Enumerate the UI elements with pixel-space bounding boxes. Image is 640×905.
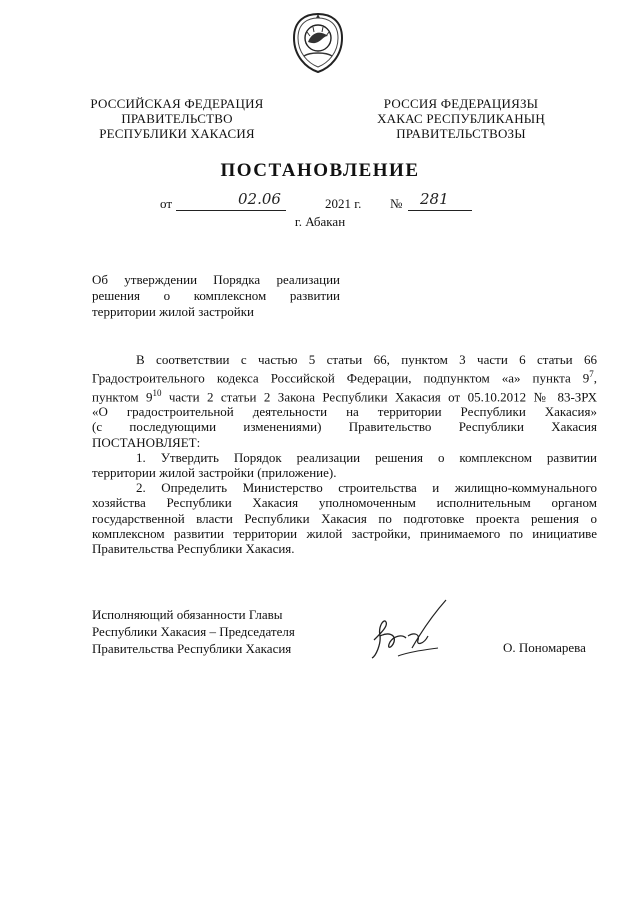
header-left-line: РЕСПУБЛИКИ ХАКАСИЯ xyxy=(99,126,255,141)
body-line: «О градостроительной деятельности на территории Республики Хакасия» xyxy=(92,404,597,420)
signatory-line: Республики Хакасия – Председателя xyxy=(92,624,295,639)
date-year: 2021 г. xyxy=(325,196,362,211)
date-from-label: от xyxy=(160,196,173,211)
body-text: пунктом 9 xyxy=(92,389,153,405)
body-line xyxy=(92,367,597,386)
header-left-line: ПРАВИТЕЛЬСТВО xyxy=(121,111,233,126)
document-body xyxy=(92,352,597,556)
subject-line: решения о комплексном развитии xyxy=(92,288,340,303)
signatory-line: Исполняющий обязанности Главы xyxy=(92,607,283,622)
coat-of-arms-emblem xyxy=(290,12,346,74)
body-line: хозяйства Республики Хакасия уполномоченным исполнительным органом xyxy=(92,495,597,511)
body-line: Правительства Республики Хакасия. xyxy=(92,541,295,557)
signatory-title xyxy=(92,606,295,657)
subject-block xyxy=(92,272,340,320)
number-handwritten: 281 xyxy=(420,190,449,208)
header-right-line: ХАКАС РЕСПУБЛИКАНЫҢ xyxy=(377,111,545,126)
subject-line: Об утверждении Порядка реализации xyxy=(92,272,340,287)
date-handwritten: 02.06 xyxy=(238,190,281,208)
body-text: части 2 статьи 2 Закона Республики Хакасия от 05.10.2012 № 83-ЗРХ xyxy=(161,389,597,405)
header-right-line: ПРАВИТЕЛЬСТВОЗЫ xyxy=(396,126,526,141)
body-line xyxy=(92,386,597,405)
body-line: государственной власти Республики Хакасия по подготовке проекта решения о xyxy=(92,510,597,526)
subject-line: территории жилой застройки xyxy=(92,304,254,319)
header-left-line: РОССИЙСКАЯ ФЕДЕРАЦИЯ xyxy=(90,96,264,111)
header-right-line: РОССИЯ ФЕДЕРАЦИЯЗЫ xyxy=(383,96,539,111)
signatory-line: Правительства Республики Хакасия xyxy=(92,641,292,656)
handwritten-signature xyxy=(368,596,468,666)
body-line: комплексном развитии территории жилой застройки, принимаемого по инициативе xyxy=(92,525,597,541)
header-right-block xyxy=(356,96,566,141)
header-left-block xyxy=(72,96,282,141)
body-text: , xyxy=(593,370,597,386)
number-label: № xyxy=(390,196,403,211)
body-line: территории жилой застройки (приложение). xyxy=(92,465,337,481)
document-title: ПОСТАНОВЛЕНИЕ xyxy=(220,160,420,181)
body-line: В соответствии с частью 5 статьи 66, пунктом 3 части 6 статьи 66 xyxy=(136,352,597,367)
body-text: Градостроительного кодекса Российской Федерации, подпунктом «а» пункта 9 xyxy=(92,370,590,386)
superscript: 10 xyxy=(152,387,162,398)
body-line: 2. Определить Министерство строительства и жилищно-коммунального xyxy=(136,480,597,496)
body-line: (с последующими изменениями) Правительство Республики Хакасия xyxy=(92,419,597,435)
body-line: ПОСТАНОВЛЯЕТ: xyxy=(92,434,201,450)
signatory-name: О. Пономарева xyxy=(503,640,586,655)
city-line: г. Абакан xyxy=(294,214,346,229)
body-line: 1. Утвердить Порядок реализации решения о комплексном развитии xyxy=(136,449,597,465)
superscript: 7 xyxy=(589,369,594,380)
